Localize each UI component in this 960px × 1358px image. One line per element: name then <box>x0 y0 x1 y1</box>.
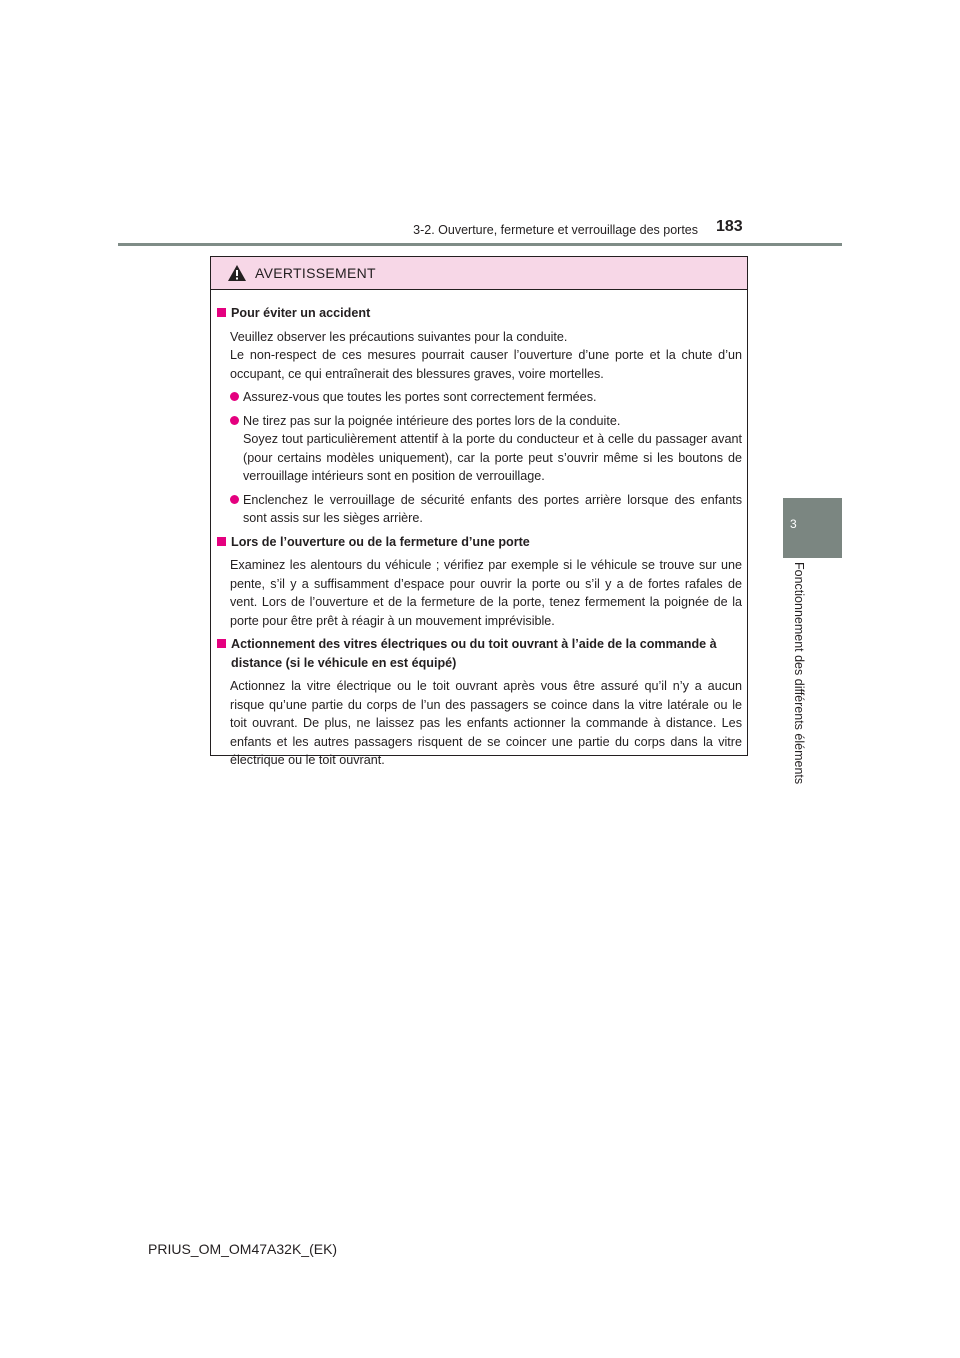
circle-bullet-icon <box>230 392 239 401</box>
paragraph <box>217 328 742 384</box>
square-bullet-icon <box>217 308 226 317</box>
warning-header <box>211 257 747 290</box>
list-item <box>217 412 742 486</box>
warning-title: AVERTISSEMENT <box>255 265 376 281</box>
section-title-text: Actionnement des vitres électriques ou du toit ouvrant à l’aide de la commande à distance (si le véhicule en est équipé) <box>231 637 717 670</box>
header-rule <box>118 243 842 246</box>
section-title-text: Pour éviter un accident <box>231 306 371 320</box>
paragraph <box>217 556 742 630</box>
bullet-text: Enclenchez le verrouillage de sécurité enfants des portes arrière lorsque des enfants sont assis sur les sièges arrière. <box>243 492 742 525</box>
section-title-text: Lors de l’ouverture ou de la fermeture d’une porte <box>231 534 530 549</box>
chapter-number: 3 <box>790 517 797 531</box>
circle-bullet-icon <box>230 416 239 425</box>
chapter-title: Fonctionnement des différents éléments <box>792 562 806 785</box>
section-title <box>217 635 742 672</box>
bullet-text: Soyez tout particulièrement attentif à la porte du conducteur et à celle du passager avant (pour certains modèles uniquement), car la porte peut s’ouvrir même si les boutons de verrouillage intérieurs sont en position de verrouillage. <box>243 432 742 483</box>
paragraph-line: Examinez les alentours du véhicule ; vérifiez par exemple si le véhicule se trouve sur une pente, s’il y a suffisamment d’espace pour ouvrir la porte ou s’il y a de fortes rafales de vent. Lors de l’ouverture et de la fermeture de la porte, tenez fermement la poignée de la porte pour être prêt à réagir à un mouvement imprévisible. <box>230 558 742 628</box>
bullet-text: Assurez-vous que toutes les portes sont correctement fermées. <box>243 390 597 404</box>
warning-box <box>210 256 748 767</box>
section-title <box>217 533 742 552</box>
warning-triangle-icon <box>227 264 247 282</box>
page-number: 183 <box>716 218 743 235</box>
list-item <box>217 388 742 407</box>
paragraph-line: Veuillez observer les précautions suivantes pour la conduite. <box>230 329 568 344</box>
square-bullet-icon <box>217 537 226 546</box>
header-section-title: 3-2. Ouverture, fermeture et verrouillage des portes <box>413 223 698 237</box>
list-item <box>217 491 742 528</box>
paragraph <box>217 677 742 770</box>
paragraph-line: Actionnez la vitre électrique ou le toit ouvrant après vous être assuré qu’il n’y a aucun risque qu’une partie du corps de l’un des passagers se coince dans la vitre latérale ou le toit ouvrant. De plus, ne laissez pas les enfants actionner la commande à distance. Les enfants et les autres passagers risquent de se coincer une partie du corps dans la vitre électrique ou le toit ouvrant. <box>230 679 742 767</box>
footer-document-code: PRIUS_OM_OM47A32K_(EK) <box>148 1241 338 1257</box>
bullet-text: Ne tirez pas sur la poignée intérieure des portes lors de la conduite. <box>243 413 621 428</box>
warning-body <box>211 290 747 770</box>
circle-bullet-icon <box>230 495 239 504</box>
paragraph-line: Le non-respect de ces mesures pourrait causer l’ouverture d’une porte et la chute d’un occupant, ce qui entraînerait des blessures graves, voire mortelles. <box>230 348 742 381</box>
section-title <box>217 304 742 323</box>
square-bullet-icon <box>217 639 226 648</box>
